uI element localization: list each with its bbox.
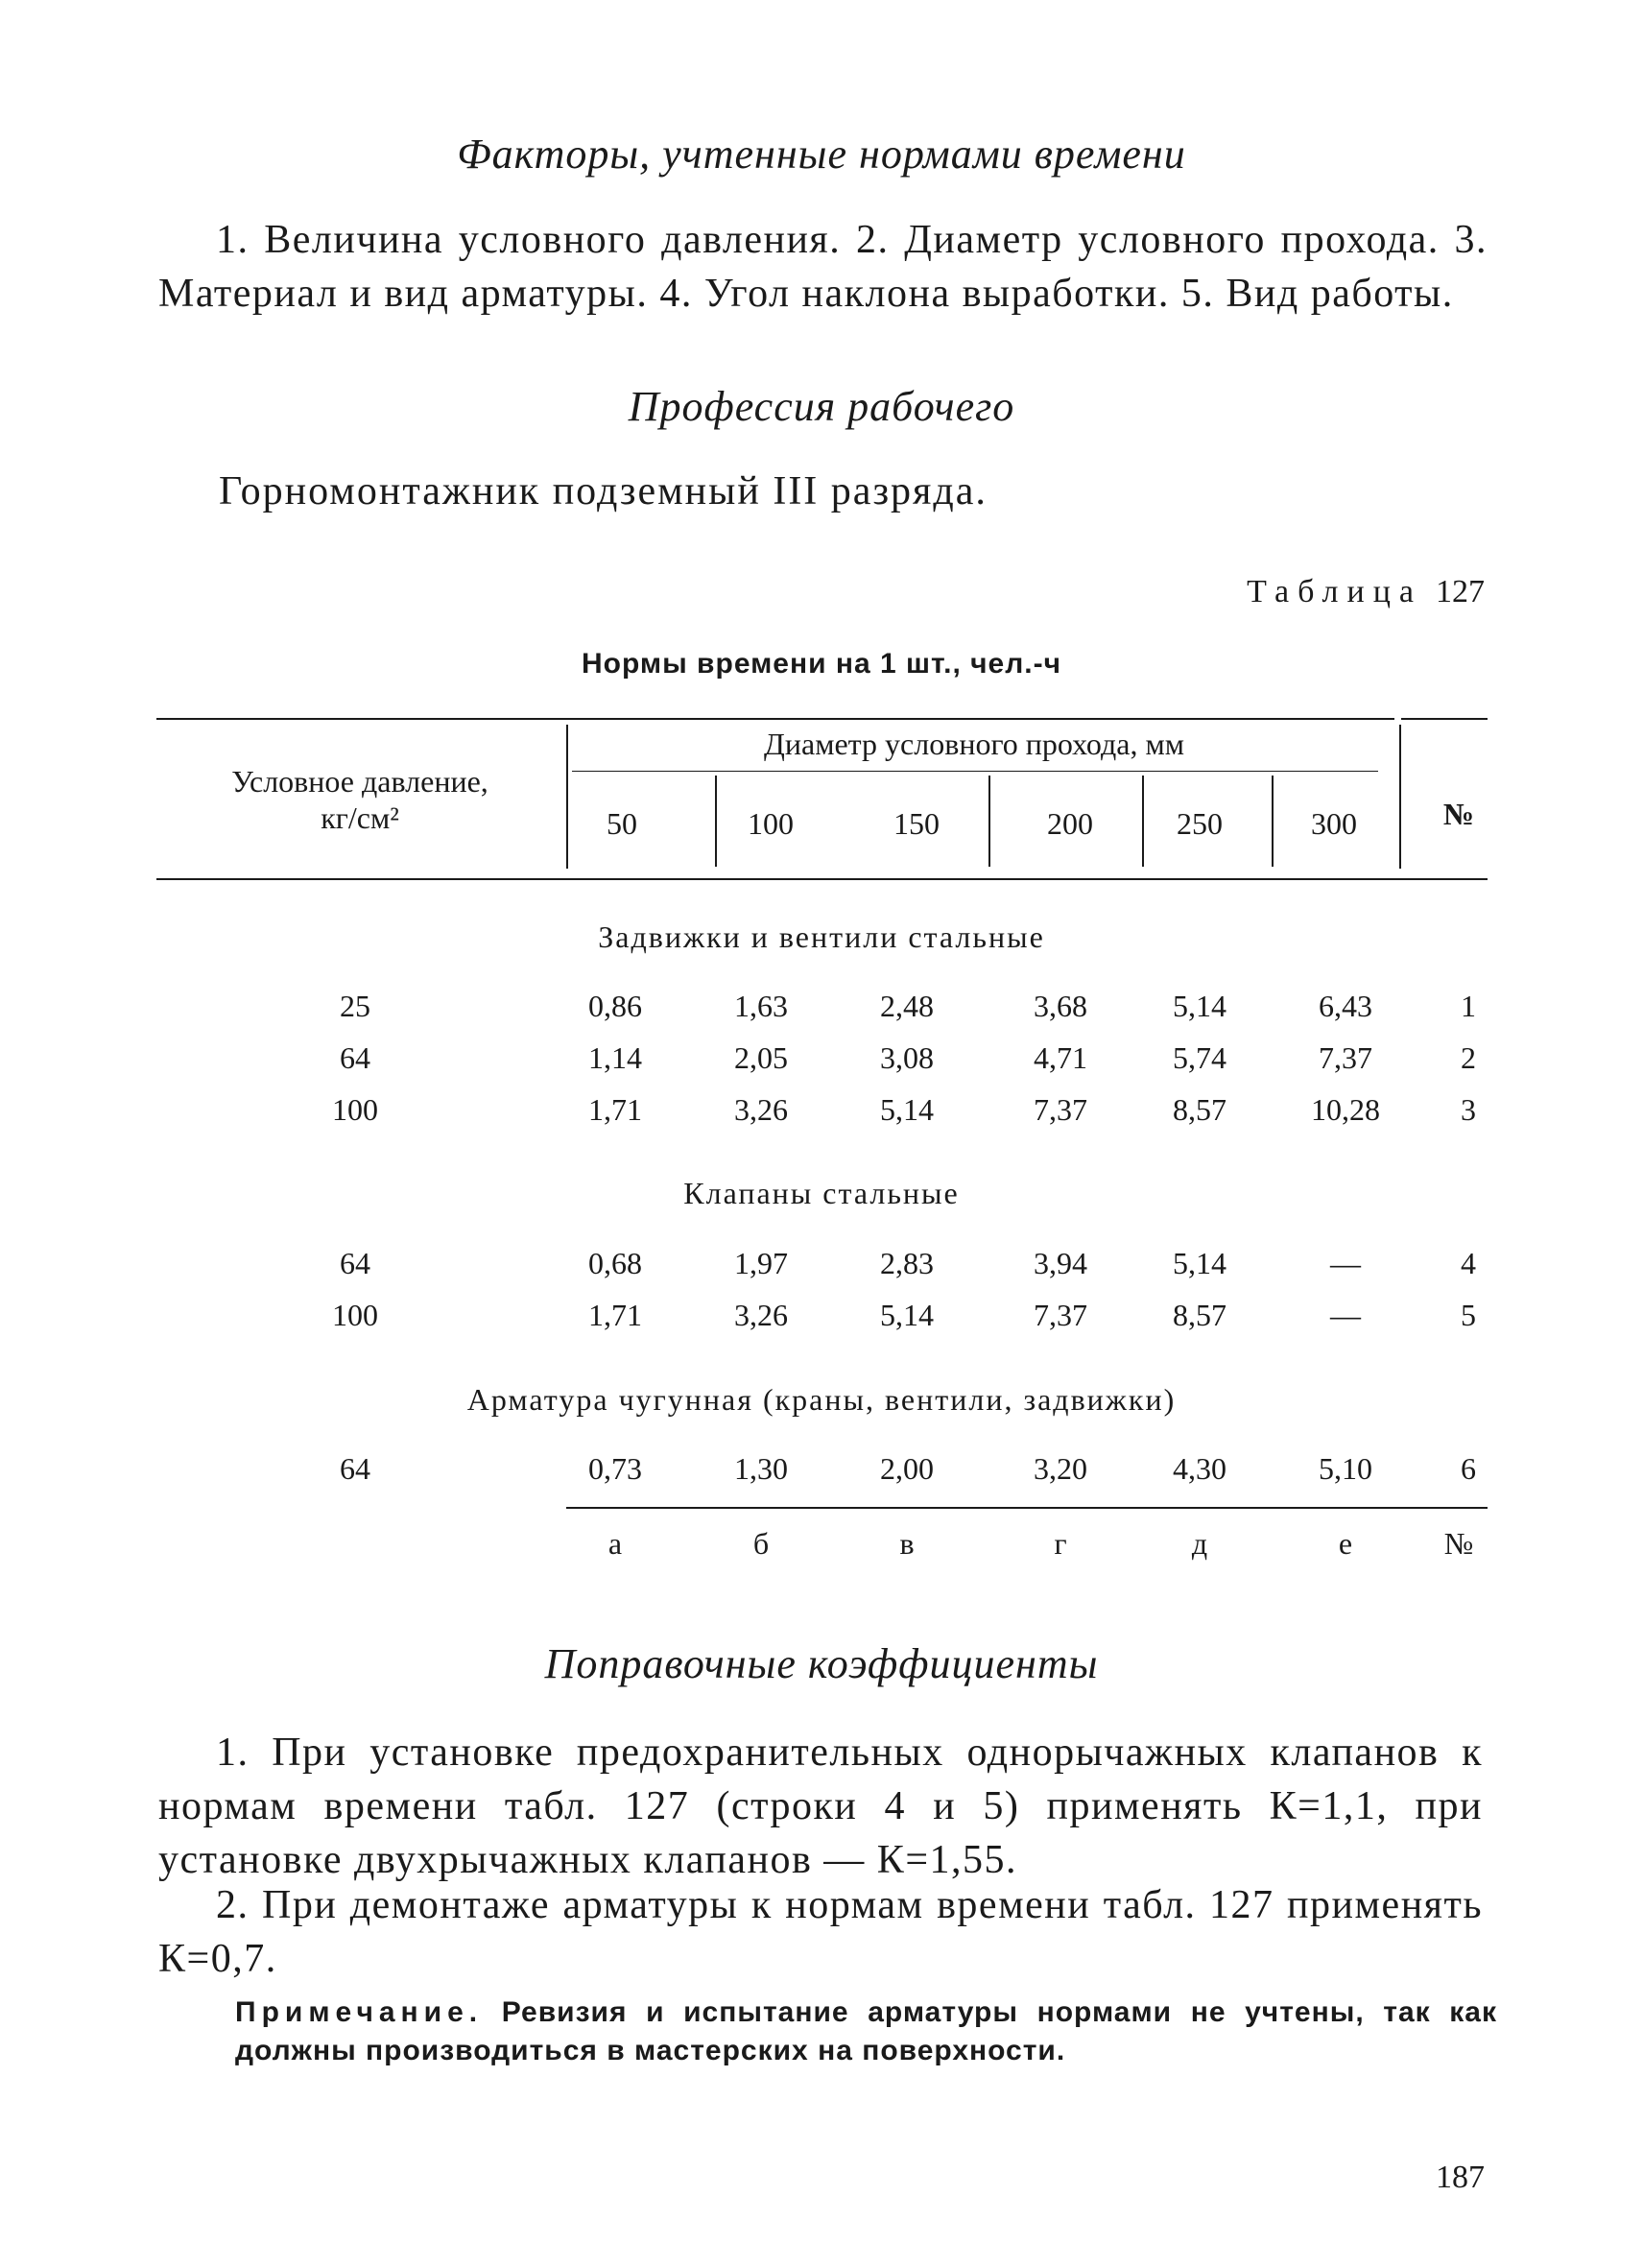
value-cell: 0,86	[588, 989, 642, 1023]
row-number: 6	[1461, 1451, 1476, 1486]
header-divider	[1399, 725, 1401, 869]
value-cell: —	[1330, 1246, 1361, 1280]
table-label-word: Таблица	[1247, 574, 1422, 609]
row-number: 4	[1461, 1246, 1476, 1280]
value-cell: 5,14	[1173, 989, 1226, 1023]
value-cell: 7,37	[1034, 1092, 1087, 1127]
table-number: 127	[1436, 574, 1485, 609]
column-letter: а	[607, 1526, 623, 1561]
profession-heading: Профессия рабочего	[628, 383, 1015, 430]
column-letter: е	[1338, 1526, 1353, 1561]
diameter-100: 100	[748, 806, 794, 841]
value-cell: 2,00	[880, 1451, 934, 1486]
value-cell: 5,74	[1173, 1040, 1226, 1075]
value-cell: 6,43	[1319, 989, 1372, 1023]
pressure-cell: 25	[340, 989, 370, 1023]
section-title: Задвижки и вентили стальные	[598, 919, 1045, 954]
value-cell: 5,14	[880, 1092, 934, 1127]
column-divider	[988, 776, 990, 867]
value-cell: 10,28	[1311, 1092, 1380, 1127]
table-footer-rule	[566, 1507, 1488, 1509]
correction-item-2	[158, 1878, 1483, 1986]
correction-text-1: 1. При установке предохранительных однорычажных клапанов к нормам времени табл. 127 (строки 4 и 5) применять К=1,1, при установке двухрычажных клапанов — К=1,55.	[158, 1731, 1483, 1882]
pressure-header-unit: кг/см²	[321, 800, 399, 835]
column-letter: б	[752, 1526, 770, 1561]
value-cell: 2,05	[734, 1040, 788, 1075]
value-cell: 4,71	[1034, 1040, 1087, 1075]
profession-text: Горномонтажник подземный III разряда.	[219, 469, 988, 513]
note	[235, 1993, 1497, 2070]
value-cell: 3,26	[734, 1092, 788, 1127]
page-number: 187	[1436, 2160, 1485, 2195]
value-cell: 1,71	[588, 1298, 642, 1332]
value-cell: 5,10	[1319, 1451, 1372, 1486]
table-top-rule-right	[1401, 718, 1488, 720]
column-letter: г	[1054, 1526, 1067, 1561]
value-cell: 3,94	[1034, 1246, 1087, 1280]
value-cell: 4,30	[1173, 1451, 1226, 1486]
diameter-rule	[572, 771, 1378, 772]
value-cell: 5,14	[1173, 1246, 1226, 1280]
table-label	[1247, 574, 1485, 610]
diameter-200: 200	[1047, 806, 1093, 841]
diameter-300: 300	[1311, 806, 1357, 841]
value-cell: 0,73	[588, 1451, 642, 1486]
factors-heading: Факторы, учтенные нормами времени	[457, 131, 1186, 178]
pressure-cell: 64	[340, 1246, 370, 1280]
diameter-150: 150	[893, 806, 940, 841]
pressure-cell: 64	[340, 1040, 370, 1075]
correction-item-1	[158, 1726, 1483, 1887]
value-cell: 7,37	[1319, 1040, 1372, 1075]
row-number: 1	[1461, 989, 1476, 1023]
column-divider	[1272, 776, 1274, 867]
diameter-50: 50	[607, 806, 637, 841]
header-bottom-rule	[156, 878, 1488, 880]
pressure-header	[192, 763, 528, 836]
row-number: 3	[1461, 1092, 1476, 1127]
diameter-header: Диаметр условного прохода, мм	[764, 727, 1184, 761]
row-number: 2	[1461, 1040, 1476, 1075]
value-cell: 3,68	[1034, 989, 1087, 1023]
corrections-heading: Поправочные коэффициенты	[544, 1640, 1099, 1687]
value-cell: 1,63	[734, 989, 788, 1023]
value-cell: 2,83	[880, 1246, 934, 1280]
value-cell: 8,57	[1173, 1092, 1226, 1127]
value-cell: 1,71	[588, 1092, 642, 1127]
table-caption: Нормы времени на 1 шт., чел.-ч	[581, 648, 1062, 680]
value-cell: 3,26	[734, 1298, 788, 1332]
table-top-rule	[156, 718, 1394, 720]
factors-text: 1. Величина условного давления. 2. Диаметр условного прохода. 3. Материал и вид арматуры. 4. Угол наклона выработки. 5. Вид работы.	[158, 218, 1488, 316]
pressure-cell: 64	[340, 1451, 370, 1486]
row-number: 5	[1461, 1298, 1476, 1332]
number-header: №	[1442, 797, 1475, 831]
section-title: Клапаны стальные	[683, 1176, 960, 1210]
note-label: Примечание.	[235, 1996, 484, 2028]
value-cell: 1,97	[734, 1246, 788, 1280]
value-cell: 2,48	[880, 989, 934, 1023]
section-title: Арматура чугунная (краны, вентили, задвижки)	[466, 1382, 1177, 1417]
header-divider	[566, 725, 568, 869]
value-cell: —	[1330, 1298, 1361, 1332]
value-cell: 5,14	[880, 1298, 934, 1332]
value-cell: 8,57	[1173, 1298, 1226, 1332]
pressure-cell: 100	[332, 1298, 378, 1332]
column-letter: в	[899, 1526, 915, 1561]
note-text: Ревизия и испытание арматуры нормами не учтены, так как должны производиться в мастерских на поверхности.	[235, 1996, 1497, 2066]
column-letter: д	[1191, 1526, 1208, 1561]
value-cell: 1,30	[734, 1451, 788, 1486]
footer-number-label: №	[1443, 1526, 1474, 1561]
diameter-250: 250	[1177, 806, 1223, 841]
value-cell: 7,37	[1034, 1298, 1087, 1332]
value-cell: 1,14	[588, 1040, 642, 1075]
pressure-header-label: Условное давление,	[231, 764, 488, 799]
pressure-cell: 100	[332, 1092, 378, 1127]
factors-paragraph	[158, 213, 1488, 321]
value-cell: 0,68	[588, 1246, 642, 1280]
value-cell: 3,08	[880, 1040, 934, 1075]
value-cell: 3,20	[1034, 1451, 1087, 1486]
correction-text-2: 2. При демонтаже арматуры к нормам времени табл. 127 применять К=0,7.	[158, 1883, 1483, 1981]
